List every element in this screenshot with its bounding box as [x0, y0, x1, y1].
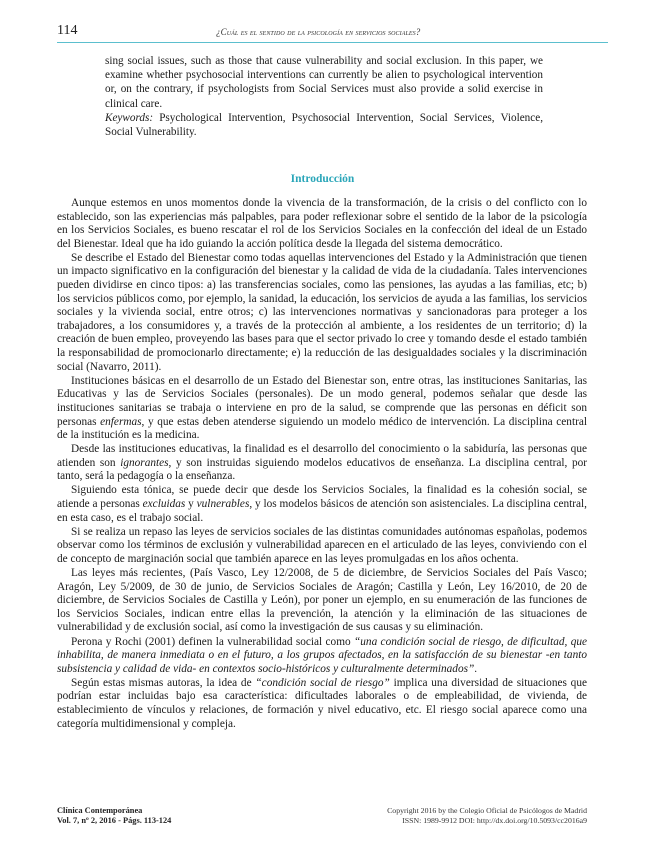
text-run: Desde las instituciones educativas, la finalidad es el desarrollo del conocimiento o la sabiduría, las personas que atienden son	[57, 443, 587, 469]
emphasis: enfermas	[100, 415, 142, 428]
text-run: Siguiendo esta tónica, se puede decir que desde los Servicios Sociales, la finalidad es la cohesión social, se atiende a personas	[57, 484, 587, 511]
page-number: 114	[57, 23, 78, 38]
copyright: Copyright 2016 by the Colegio Oficial de Psicólogos de Madrid	[387, 806, 587, 815]
paragraph	[57, 677, 587, 731]
emphasis: ignorantes	[120, 456, 169, 469]
text-run: , y que estas deben atenderse siguiendo un modelo médico de intervención. La disciplina central de la institución es la medicina.	[57, 415, 587, 442]
text-run: implica una diversidad de situaciones que podrían estar incluidas bajo esa característica: dificultades laborales o de empleabilidad, de vivienda, de establecimiento de vínculos y relaciones, de formación y nivel educativo, etc. El riesgo social aparece como una categoría multidimensional y compleja.	[57, 676, 587, 730]
text-run: Instituciones básicas en el desarrollo de un Estado del Bienestar son, entre otras, las instituciones Sanitarias, las Educativas y las de Servicios Sociales (personales). De un modo general, podemos señalar que desde las instituciones sanitarias se trabaja o interviene en pro de la salud, se comprende que las personas en déficit son personas	[57, 374, 587, 428]
page-header	[57, 22, 608, 43]
text-run: Perona y Rochi (2001) definen la vulnerabilidad social como	[71, 635, 354, 648]
text-run: , y los modelos básicos de atención son asistenciales. La disciplina central, en esta caso, es el trabajo social.	[57, 498, 587, 524]
paragraph	[57, 443, 587, 484]
paragraph: Las leyes más recientes, (País Vasco, Ley 12/2008, de 5 de diciembre, de Servicios Sociales del País Vasco; Aragón, Ley 5/2009, de 30 de junio, de Servicios Sociales de Aragón; Castilla y León, Ley 16/2010, de 20 de diciembre, de Servicios Sociales de Castilla y León), por poner un ejemplo, en su enumeración de las funciones de los Servicios Sociales, indican entre ellas la prevención, la atención y la eliminación de las situaciones de vulnerabilidad y de exclusión social, así como la investigación de sus causas y su eliminación.	[57, 567, 587, 634]
article-body	[57, 197, 587, 732]
emphasis: vulnerables	[196, 498, 250, 511]
abstract	[105, 54, 543, 139]
keywords-list: Psychological Intervention, Psychosocial Intervention, Social Services, Violence, Social Vulnerability.	[105, 111, 544, 139]
text-run: .	[474, 662, 478, 675]
footer-copyright-info	[387, 806, 587, 826]
paragraph: Si se realiza un repaso las leyes de servicios sociales de las distintas comunidades autónomas españolas, podemos observar como los términos de exclusión y vulnerabilidad aparecen en el articulado de las leyes, conviviendo con el de concepto de marginación social que también aparece en las leyes promulgadas en los años ochenta.	[57, 525, 587, 565]
issn-doi: ISSN: 1989-9912 DOI: http://dx.doi.org/10.5093/cc2016a9	[402, 816, 587, 825]
paragraph	[57, 484, 587, 525]
keywords-label: Keywords:	[105, 111, 154, 124]
abstract-text: sing social issues, such as those that cause vulnerability and social exclusion. In this paper, we examine whether psychosocial interventions can currently be alien to psychological intervention or, on the contrary, if psychologists from Social Services must also provide a solid exercise in clinical care.	[105, 55, 543, 110]
section-heading: Introducción	[290, 173, 355, 185]
emphasis: “una condición social de riesgo, de dificultad, que inhabilita, de manera inmediata o en el futuro, a los grupos afectados, en la satisfacción de su bienestar -en tanto subsistencia y calidad de vida- en contextos socio-históricos y culturalmente determinados”	[57, 635, 588, 675]
text-run: , y son instruidas siguiendo modelos educativos de enseñanza. La disciplina central, por tanto, será la pedagogía o la enseñanza.	[57, 456, 588, 483]
journal-name: Clínica Contemporánea	[57, 806, 143, 815]
text-run: y	[185, 498, 197, 511]
paragraph: Aunque estemos en unos momentos donde la vivencia de la transformación, de la crisis o del conflicto con lo establecido, son las experiencias más palpables, para poder reflexionar sobre el sentido de la labor de la psicología en los Servicios Sociales, es bueno rescatar el rol de los Servicios Sociales en la confección del ideal de un Estado del Bienestar. Ideal que ha ido guiando la acción política desde la llegada del sistema democrático.	[57, 197, 587, 250]
emphasis: excluidas	[142, 498, 186, 511]
paragraph	[57, 636, 587, 677]
paragraph: Se describe el Estado del Bienestar como todas aquellas intervenciones del Estado y la Administración que tienen un impacto significativo en la configuración del bienestar y la calidad de vida de la ciudadanía. Tales intervenciones pueden dividirse en cinco tipos: a) las transferencias sociales, como las pensiones, las ayudas a las familias, etc; b) los servicios públicos como, por ejemplo, la sanidad, la educación, los servicios de ayuda a las familias, los servicios sociales y la vivienda social, entre otros; c) las intervenciones normativas y sancionadoras para proteger a los trabajadores, a los consumidores y, a través de la protección al ambiente, a los residentes de un territorio; d) la creación de buen empleo, proveyendo las bases para que el sector privado lo cree y tomando desde el estado también la responsabilidad de promocionarlo directamente; e) la reducción de las desigualdades sociales y la discriminación social (Navarro, 2011).	[57, 251, 587, 373]
paragraph	[57, 375, 587, 443]
running-title: ¿Cuál es el sentido de la psicología en servicios sociales?	[216, 27, 421, 37]
keywords	[105, 111, 543, 139]
journal-volume: Vol. 7, nº 2, 2016 - Págs. 113-124	[57, 816, 172, 825]
text-run: Según estas mismas autoras, la idea de	[71, 676, 256, 689]
footer-journal-info	[57, 806, 171, 826]
emphasis: “condición social de riesgo”	[255, 676, 390, 689]
